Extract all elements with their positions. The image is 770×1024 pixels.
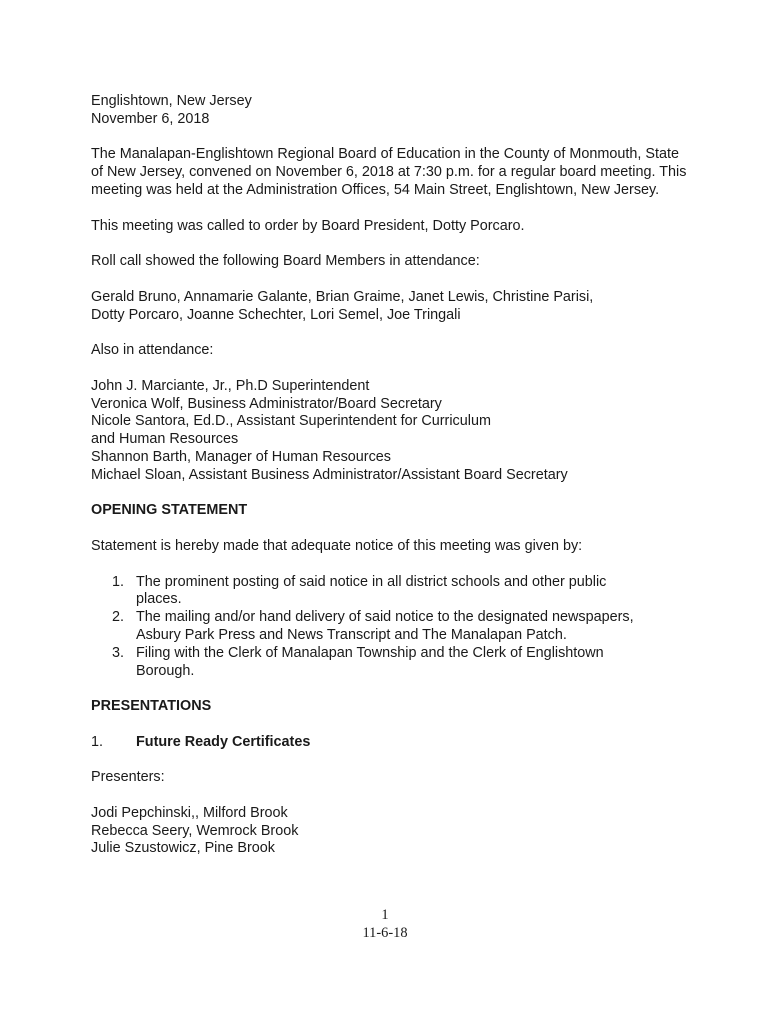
- notice-list: [91, 574, 691, 681]
- notice-item: [91, 645, 691, 681]
- roll-call: Roll call showed the following Board Members in attendance:: [91, 253, 480, 270]
- notice-item-line: Asbury Park Press and News Transcript and The Manalapan Patch.: [136, 626, 567, 643]
- notice-item-line: places.: [136, 591, 182, 608]
- members-line: Gerald Bruno, Annamarie Galante, Brian Graime, Janet Lewis, Christine Parisi,: [91, 288, 594, 305]
- notice-item: [91, 574, 691, 610]
- presenter: Jodi Pepchinski,, Milford Brook: [91, 804, 288, 821]
- members-line: Dotty Porcaro, Joanne Schechter, Lori Semel, Joe Tringali: [91, 306, 461, 323]
- board-members: [91, 289, 691, 325]
- page-footer: [0, 907, 770, 943]
- presenter: Rebecca Seery, Wemrock Brook: [91, 822, 299, 839]
- attendee: John J. Marciante, Jr., Ph.D Superintendent: [91, 377, 370, 394]
- attendee: and Human Resources: [91, 431, 239, 448]
- page-number: 1: [381, 907, 389, 923]
- opening-statement-heading: OPENING STATEMENT: [91, 502, 248, 519]
- header-date: November 6, 2018: [91, 110, 210, 127]
- presenters-label: Presenters:: [91, 769, 165, 786]
- notice-item-number: 2.: [112, 609, 125, 626]
- attendee-list: [91, 378, 691, 485]
- attendee: Shannon Barth, Manager of Human Resources: [91, 448, 391, 465]
- attendee: Michael Sloan, Assistant Business Administrator/Assistant Board Secretary: [91, 466, 568, 483]
- header-location: Englishtown, New Jersey: [91, 93, 252, 109]
- attendee: Veronica Wolf, Business Administrator/Board Secretary: [91, 395, 442, 412]
- presentation-item: [91, 734, 691, 752]
- called-to-order: This meeting was called to order by Board President, Dotty Porcaro.: [91, 217, 525, 234]
- notice-item-line: Borough.: [136, 662, 195, 679]
- presenter-list: [91, 805, 691, 858]
- presenter: Julie Szustowicz, Pine Brook: [91, 840, 275, 857]
- presentation-item-number: 1.: [91, 733, 104, 750]
- notice-item-line: Filing with the Clerk of Manalapan Township and the Clerk of Englishtown: [136, 644, 604, 661]
- notice-item-line: The mailing and/or hand delivery of said notice to the designated newspapers,: [136, 609, 634, 626]
- intro-paragraph: The Manalapan-Englishtown Regional Board of Education in the County of Monmouth, State of New Jersey, convened on November 6, 2018 at 7:30 p.m. for a regular board meeting. This meeting was held at the Administration Offices, 54 Main Street, Englishtown, New Jersey.: [91, 146, 687, 198]
- attendee: Nicole Santora, Ed.D., Assistant Superintendent for Curriculum: [91, 413, 491, 430]
- presentations-heading: PRESENTATIONS: [91, 698, 212, 715]
- footer-date-code: 11-6-18: [362, 924, 408, 941]
- opening-statement-text: Statement is hereby made that adequate notice of this meeting was given by:: [91, 537, 583, 554]
- notice-item: [91, 609, 691, 645]
- notice-item-number: 3.: [112, 644, 125, 661]
- presentation-item-title: Future Ready Certificates: [136, 733, 311, 750]
- notice-item-line: The prominent posting of said notice in all district schools and other public: [136, 573, 607, 590]
- document-body: [91, 93, 691, 858]
- notice-item-number: 1.: [112, 573, 125, 590]
- also-attendance-label: Also in attendance:: [91, 342, 214, 359]
